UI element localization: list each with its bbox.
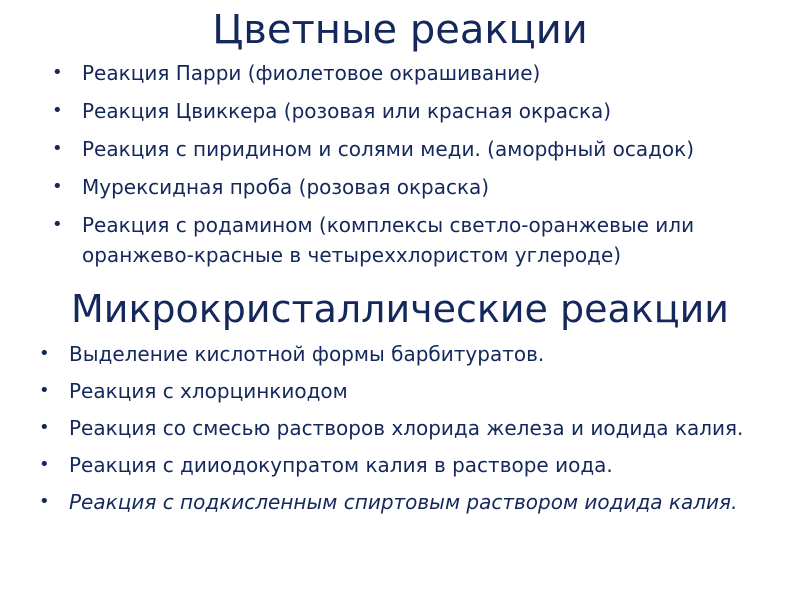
list-item: • Реакция с подкисленным спиртовым раствором иодида калия. [69,487,789,517]
list-item: • Реакция Парри (фиолетовое окрашивание) [82,58,782,88]
list-item: • Реакция с хлорцинкиодом [69,376,789,406]
list-item: • Реакция с пиридином и солями меди. (аморфный осадок) [82,134,782,164]
list-item: • Выделение кислотной формы барбитуратов. [69,339,789,369]
list-item: • Реакция с дииодокупратом калия в растворе иода. [69,450,789,480]
section-title-color-reactions: Цветные реакции [212,7,588,53]
section-title-microcrystal-reactions: Микрокристаллические реакции [71,287,729,331]
color-reactions-list [82,58,782,278]
list-item: • Реакция с родамином (комплексы светло-оранжевые или оранжево-красные в четыреххлористом углероде) [82,210,782,270]
microcrystal-reactions-list [69,339,789,524]
list-item: • Реакция со смесью растворов хлорида железа и иодида калия. [69,413,789,443]
list-item: • Реакция Цвиккера (розовая или красная окраска) [82,96,782,126]
list-item: • Мурексидная проба (розовая окраска) [82,172,782,202]
